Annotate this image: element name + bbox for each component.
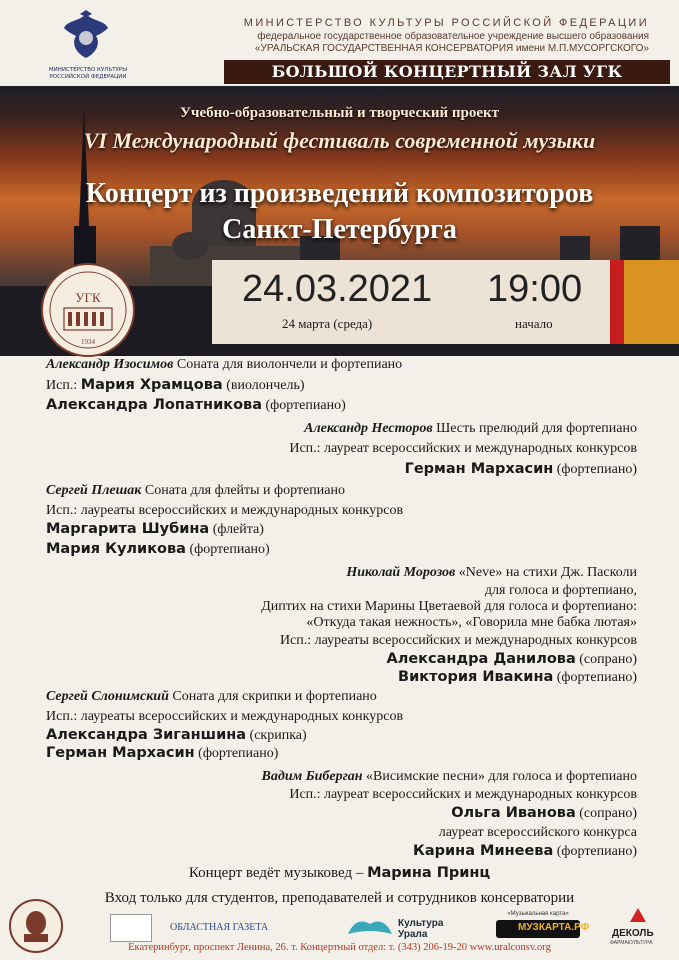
ministry-title: МИНИСТЕРСТВО КУЛЬТУРЫ РОССИЙСКОЙ ФЕДЕРАЦИИ [243,17,649,29]
program-line [398,668,637,687]
program-line: Исп.: лауреаты всероссийских и международных конкурсов [279,633,637,648]
program-line [46,356,402,374]
concert-title-line1: Концерт из произведений композиторов [85,178,594,209]
program-line [46,376,305,395]
performer-name: Карина Минеева [413,843,554,859]
performer-name: Мария Храмцова [80,377,223,393]
performer-role: (скрипка) [246,728,307,743]
composer-name: Александр Несторов [304,421,433,436]
performer-role: (фортепиано) [185,542,270,557]
program-line: для голоса и фортепиано, [484,583,637,598]
red-stripe [610,260,624,344]
work-title: Соната для виолончели и фортепиано [173,357,403,372]
program-line: Диптих на стихи Марины Цветаевой для голоса и фортепиано: [261,599,637,614]
hall-title: БОЛЬШОЙ КОНЦЕРТНЫЙ ЗАЛ УГК [224,60,670,84]
concert-title-line2: Санкт-Петербурга [222,214,457,245]
partner-muzkarta-caption: «Музыкальная карта» [507,911,569,917]
concert-date: 24.03.2021 [242,268,433,310]
partner-dekol: ДЕКОЛЬ [612,928,654,939]
performer-role: (сопрано) [575,806,637,821]
work-title: «Висимские песни» для голоса и фортепиано [362,769,637,784]
festival-title: VI Международный фестиваль современной музыки [83,128,596,153]
performer-name: Герман Мархасин [46,745,195,761]
program-line [346,564,637,582]
program-line [413,842,637,861]
program-line: Исп.: лауреат всероссийских и международных конкурсов [289,441,637,456]
program-line [46,540,270,559]
work-title: Соната для флейты и фортепиано [141,483,345,498]
program-line [46,726,307,745]
program-line: Исп.: лауреат всероссийских и международных конкурсов [289,787,637,802]
performer-role: (флейта) [209,522,264,537]
host-line [0,865,679,882]
performer-prefix: Исп.: [46,378,81,393]
address-line: Екатеринбург, проспект Ленина, 26. т. Концертный отдел: т. (343) 206-19-20 www.uralconsv.org [128,942,551,953]
entry-notice: Вход только для студентов, преподавателей и сотрудников консерватории [104,890,575,906]
program-line [304,420,637,438]
logo-year: 1934 [81,338,95,346]
program-line [386,650,637,669]
logo-text: УГК [75,290,101,305]
composer-name: Николай Морозов [346,565,456,580]
program-line [405,460,637,479]
partner-dekol-caption: ФАРМАКУЛЬТУРА [610,940,653,946]
composer-name: Сергей Плешак [46,483,142,498]
performer-role: (фортепиано) [262,398,346,413]
work-title: «Neve» на стихи Дж. Пасколи [455,565,637,580]
performer-name: Герман Мархасин [404,461,554,477]
performer-name: Виктория Ивакина [398,669,554,685]
performer-role: (фортепиано) [553,844,637,859]
program-line [46,688,377,706]
host-prefix: Концерт ведёт музыковед – [188,865,368,881]
composer-name: Сергей Слонимский [46,689,169,704]
program-line [451,804,637,823]
concert-day: 24 марта (среда) [282,316,373,331]
performer-role: (фортепиано) [553,462,637,477]
program-line [46,482,345,500]
concert-time: 19:00 [487,268,583,310]
performer-role: (фортепиано) [194,746,279,761]
program-line [46,520,264,539]
kultura-urala-icon [346,914,394,940]
partner-kultura-urala: Культура Урала [398,918,444,940]
work-title: Соната для скрипки и фортепиано [168,689,377,704]
performer-name: Александра Данилова [386,651,576,667]
partner-logo-hotel [110,914,152,942]
program-line: Исп.: лауреаты всероссийских и международных конкурсов [46,709,404,724]
performer-name: Александра Зиганшина [46,727,247,743]
emblem-caption: МИНИСТЕРСТВО КУЛЬТУРЫ РОССИЙСКОЙ ФЕДЕРАЦИИ [48,67,128,80]
program-line: Исп.: лауреаты всероссийских и международных конкурсов [46,503,404,518]
project-subtitle: Учебно-образовательный и творческий проект [179,105,500,121]
ugk-logo [40,262,136,358]
host-name: Марина Принц [367,865,491,881]
performer-name: Ольга Иванова [451,805,576,821]
start-label: начало [515,316,553,331]
performer-role: (виолончель) [222,378,305,393]
program-line [46,744,278,763]
coat-of-arms-icon [58,8,114,64]
program-line: лауреат всероссийского конкурса [438,825,637,840]
program-line [46,396,346,415]
composer-name: Вадим Биберган [261,769,363,784]
dekol-icon [628,906,648,926]
composer-name: Александр Изосимов [46,357,174,372]
performer-role: (фортепиано) [553,670,637,685]
program-line [262,768,637,786]
institution-type: федеральное государственное образовательное учреждение высшего образования [257,31,649,42]
institution-name: «УРАЛЬСКАЯ ГОСУДАРСТВЕННАЯ КОНСЕРВАТОРИЯ имени М.П.МУСОРГСКОГО» [254,43,649,54]
work-title: Шесть прелюдий для фортепиано [432,421,637,436]
partner-muzkarta: МУЗКАРТА.РФ [518,922,590,933]
orange-stripe [624,260,679,344]
performer-name: Мария Куликова [46,541,186,557]
performer-name: Маргарита Шубина [46,521,210,537]
program-line: «Откуда такая нежность», «Говорила мне бабка лютая» [306,615,637,630]
performer-name: Александра Лопатникова [46,397,262,413]
partner-oblastnaya-gazeta: ОБЛАСТНАЯ ГАЗЕТА [170,922,269,933]
performer-role: (сопрано) [575,652,637,667]
